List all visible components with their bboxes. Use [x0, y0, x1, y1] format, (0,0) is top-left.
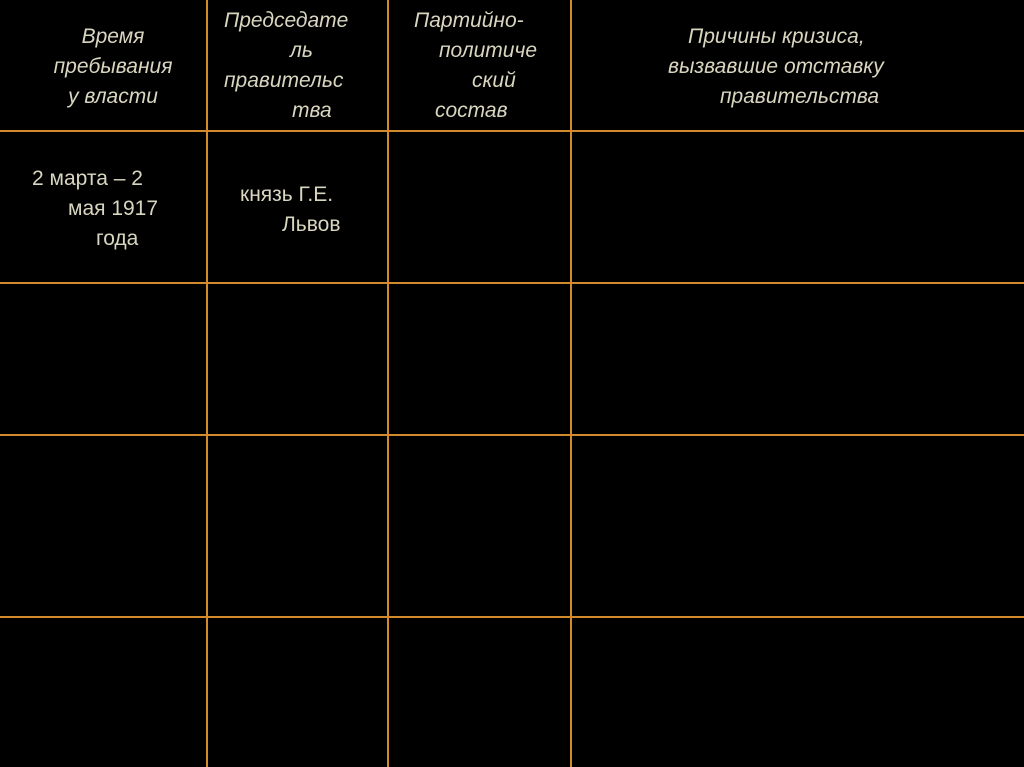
grid-line-h	[0, 282, 1024, 284]
header-reasons	[668, 22, 968, 112]
header-chairman-line: правительс	[224, 69, 344, 92]
header-party-line: Партийно-	[414, 9, 524, 32]
header-chairman-line: Председате	[224, 9, 349, 32]
row1-period-line: мая 1917	[68, 197, 159, 220]
header-period-line: у власти	[68, 85, 158, 108]
row1-period	[32, 164, 202, 254]
row1-chairman-line: Львов	[282, 213, 341, 236]
header-chairman-line: тва	[292, 99, 332, 122]
header-party-line: ский	[472, 69, 516, 92]
row1-chairman	[240, 180, 385, 240]
header-period	[28, 22, 198, 112]
grid-line-h	[0, 130, 1024, 132]
header-period-line: Время	[81, 25, 145, 48]
header-period-line: пребывания	[53, 55, 173, 78]
header-chairman	[224, 6, 384, 126]
grid-line-v	[570, 0, 572, 767]
row1-period-line: 2 марта – 2	[32, 167, 143, 190]
header-chairman-line: ль	[290, 39, 313, 62]
row1-period-line: года	[96, 227, 139, 250]
header-reasons-line: правительства	[720, 85, 880, 108]
row1-chairman-line: князь Г.Е.	[240, 183, 334, 206]
header-party-line: политиче	[439, 39, 538, 62]
header-reasons-line: вызвавшие отставку	[668, 55, 884, 78]
header-reasons-line: Причины кризиса,	[688, 25, 865, 48]
header-party-line: состав	[435, 99, 508, 122]
header-party	[412, 6, 562, 126]
grid-line-v	[206, 0, 208, 767]
grid-line-h	[0, 616, 1024, 618]
grid-line-v	[387, 0, 389, 767]
grid-line-h	[0, 434, 1024, 436]
